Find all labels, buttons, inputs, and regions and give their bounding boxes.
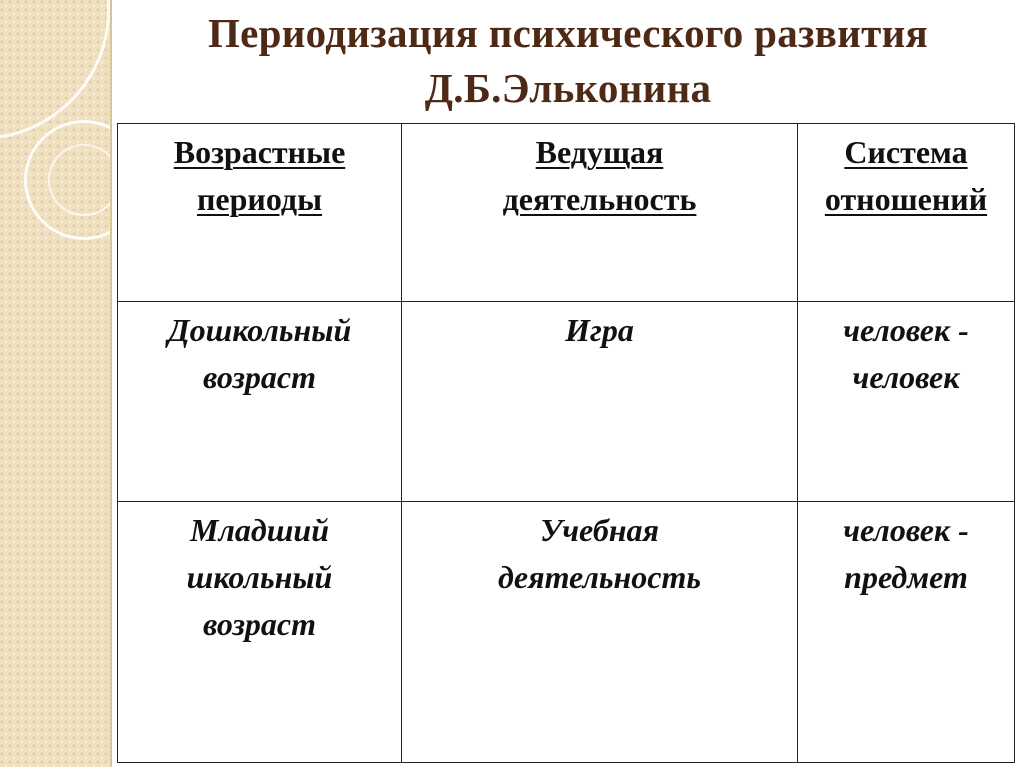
header-cell-leading-activity: [402, 124, 798, 302]
header-relations-system: Система отношений: [824, 134, 988, 217]
table-row: [118, 501, 1015, 762]
title-line-2: Д.Б.Эльконина: [424, 65, 712, 111]
decorative-side-strip: [0, 0, 112, 767]
decorative-ring-large: [0, 0, 110, 140]
cell-age-period: Дошкольный возраст: [118, 302, 402, 501]
cell-age-period: Младший школьный возраст: [118, 501, 402, 762]
table-row: [118, 302, 1015, 501]
header-cell-age-periods: [118, 124, 402, 302]
cell-relations-system: человек - предмет: [798, 501, 1015, 762]
header-age-periods: Возрастные периоды: [173, 134, 346, 217]
title-line-1: Периодизация психического развития: [207, 10, 929, 56]
cell-relations-system: человек - человек: [798, 302, 1015, 501]
periodization-table: [117, 123, 1015, 763]
cell-leading-activity: Учебная деятельность: [402, 501, 798, 762]
cell-leading-activity: Игра: [402, 302, 798, 501]
table-header-row: [118, 124, 1015, 302]
header-cell-relations-system: [798, 124, 1015, 302]
header-leading-activity: Ведущая деятельность: [502, 134, 697, 217]
slide-title: [112, 6, 1024, 116]
